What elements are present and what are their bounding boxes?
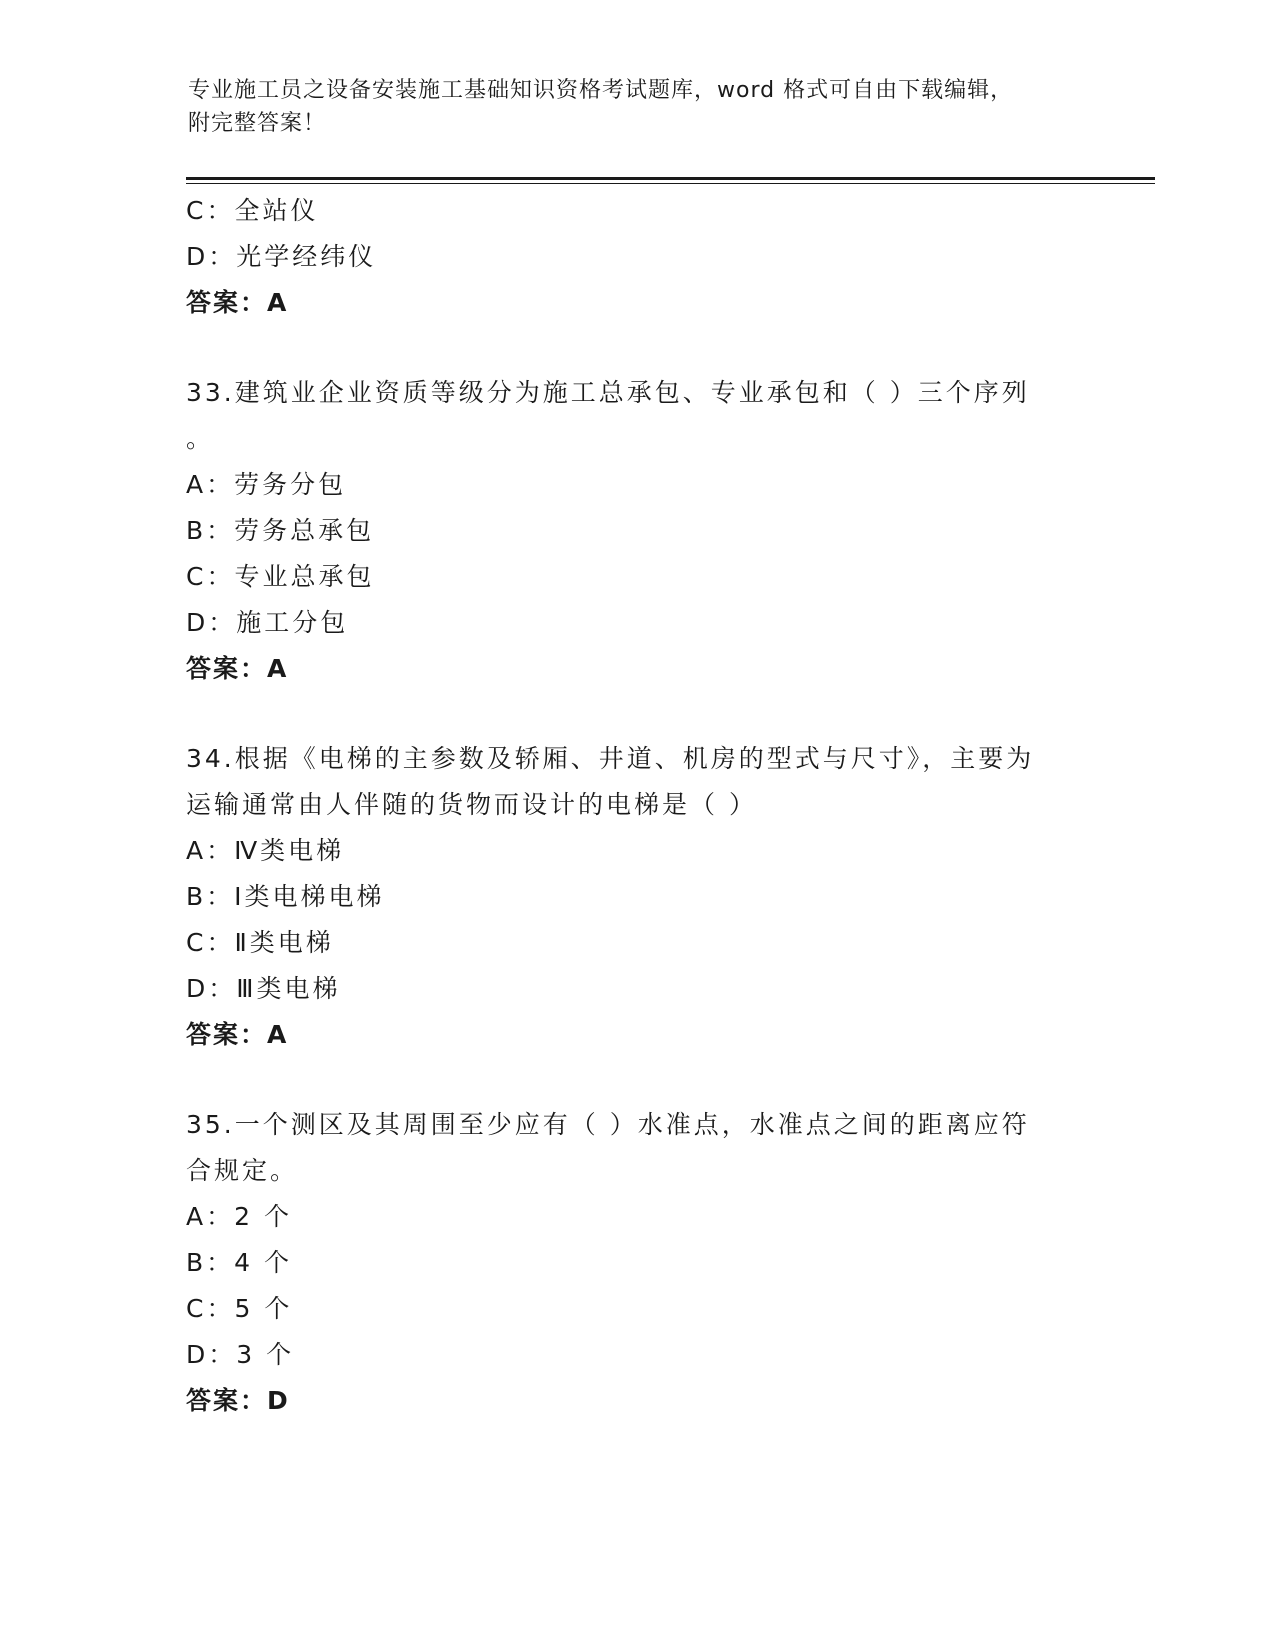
header-line-1: 专业施工员之设备安装施工基础知识资格考试题库，word 格式可自由下载编辑， xyxy=(188,78,1014,103)
option-c: C：专业总承包 xyxy=(186,562,375,591)
question-stem-cont: 合规定。 xyxy=(186,1156,299,1185)
question-35 xyxy=(186,1102,1086,1424)
option-c: C：5 个 xyxy=(186,1294,293,1323)
header-divider-thin xyxy=(186,183,1155,184)
answer-line: 答案：A xyxy=(186,288,289,317)
question-stem: 35.一个测区及其周围至少应有（ ）水准点，水准点之间的距离应符 xyxy=(186,1110,1030,1139)
answer-line: 答案：D xyxy=(186,1386,290,1415)
question-stem: 34.根据《电梯的主参数及轿厢、井道、机房的型式与尺寸》，主要为 xyxy=(186,744,1035,773)
option-b: B：4 个 xyxy=(186,1248,293,1277)
option-a: A：2 个 xyxy=(186,1202,292,1231)
option-a: A：劳务分包 xyxy=(186,470,347,499)
option-d: D：施工分包 xyxy=(186,608,349,637)
question-33 xyxy=(186,370,1086,692)
header-divider-thick xyxy=(186,177,1155,180)
document-header xyxy=(188,74,1068,140)
option-b: B：劳务总承包 xyxy=(186,516,375,545)
question-stem: 33.建筑业企业资质等级分为施工总承包、专业承包和（ ）三个序列 xyxy=(186,378,1030,407)
option-a: A：Ⅳ类电梯 xyxy=(186,836,345,865)
option-d: D：Ⅲ类电梯 xyxy=(186,974,341,1003)
answer-line: 答案：A xyxy=(186,654,289,683)
option-c: C：全站仪 xyxy=(186,196,319,225)
option-b: B：Ⅰ类电梯电梯 xyxy=(186,882,385,911)
question-32-tail xyxy=(186,188,1086,326)
option-d: D：光学经纬仪 xyxy=(186,242,377,271)
question-stem-cont: 运输通常由人伴随的货物而设计的电梯是（ ） xyxy=(186,790,757,819)
question-stem-cont: 。 xyxy=(186,424,215,453)
option-c: C：Ⅱ类电梯 xyxy=(186,928,334,957)
question-34 xyxy=(186,736,1086,1058)
question-list xyxy=(186,188,1086,1424)
header-line-2: 附完整答案！ xyxy=(188,111,327,136)
answer-line: 答案：A xyxy=(186,1020,289,1049)
option-d: D：3 个 xyxy=(186,1340,295,1369)
